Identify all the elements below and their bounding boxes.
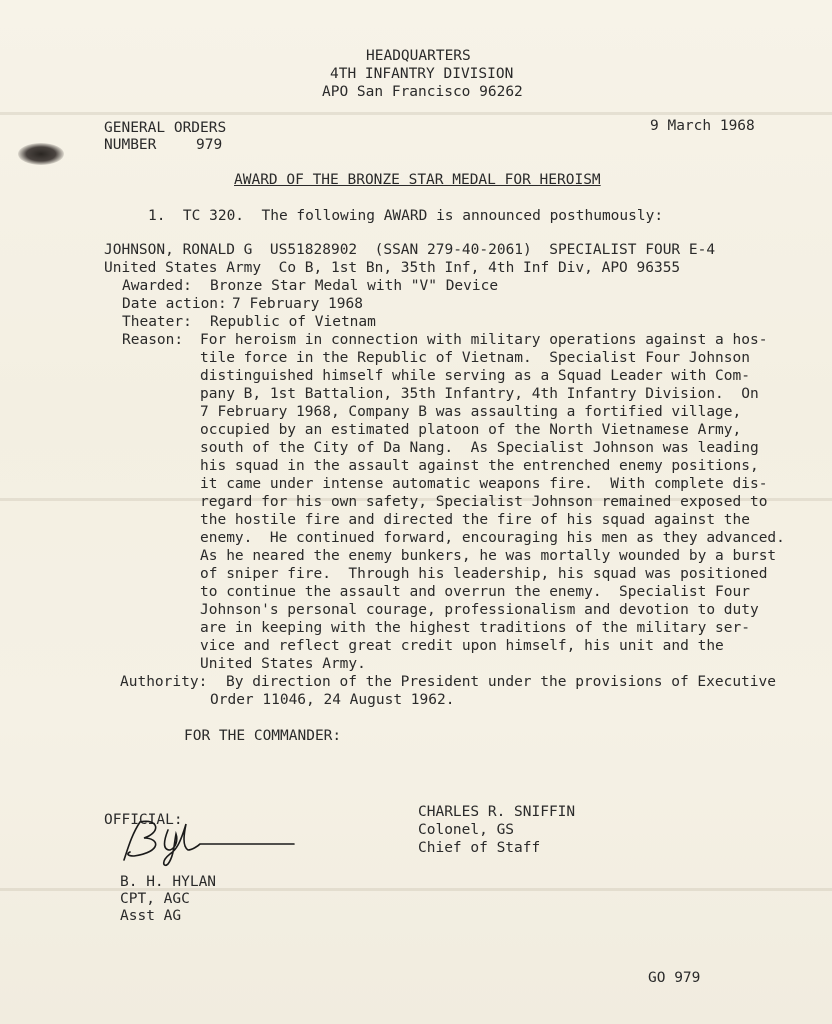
recipient-line1: JOHNSON, RONALD G US51828902 (SSAN 279-40-2061) SPECIALIST FOUR E-4 <box>104 242 716 258</box>
date-action-label: Date action: <box>122 296 227 312</box>
reason-line: south of the City of Da Nang. As Specialist Johnson was leading <box>200 440 759 456</box>
chief-title: Chief of Staff <box>418 840 541 856</box>
paper-fold <box>0 112 832 115</box>
reason-line: his squad in the assault against the entrenched enemy positions, <box>200 458 759 474</box>
header-line3: APO San Francisco 96262 <box>322 84 523 100</box>
footer-code: GO 979 <box>648 970 701 986</box>
chief-name: CHARLES R. SNIFFIN <box>418 804 576 820</box>
reason-label: Reason: <box>122 332 184 348</box>
awarded-label: Awarded: <box>122 278 192 294</box>
theater-value: Republic of Vietnam <box>210 314 376 330</box>
reason-line: regard for his own safety, Specialist Johnson remained exposed to <box>200 494 768 510</box>
commander-line: FOR THE COMMANDER: <box>184 728 342 744</box>
official-title: Asst AG <box>120 908 182 924</box>
ink-smudge <box>18 143 64 165</box>
reason-line: distinguished himself while serving as a Squad Leader with Com- <box>200 368 750 384</box>
order-date: 9 March 1968 <box>650 118 755 134</box>
signature-image <box>118 810 298 870</box>
official-label: OFFICIAL: <box>104 812 183 828</box>
reason-line: vice and reflect great credit upon himself, his unit and the <box>200 638 724 654</box>
reason-line: For heroism in connection with military operations against a hos- <box>200 332 768 348</box>
reason-line: the hostile fire and directed the fire of his squad against the <box>200 512 750 528</box>
date-action-value: 7 February 1968 <box>232 296 363 312</box>
reason-line: tile force in the Republic of Vietnam. Specialist Four Johnson <box>200 350 750 366</box>
authority-line2: Order 11046, 24 August 1962. <box>210 692 455 708</box>
authority-label: Authority: <box>120 674 208 690</box>
reason-line: United States Army. <box>200 656 366 672</box>
reason-line: enemy. He continued forward, encouraging his men as they advanced. <box>200 530 785 546</box>
award-title: AWARD OF THE BRONZE STAR MEDAL FOR HEROISM <box>234 172 601 188</box>
official-name: B. H. HYLAN <box>120 874 217 890</box>
header-line1: HEADQUARTERS <box>366 48 471 64</box>
general-orders-label: GENERAL ORDERS <box>104 120 227 136</box>
reason-line: occupied by an estimated platoon of the North Vietnamese Army, <box>200 422 742 438</box>
paragraph-1: 1. TC 320. The following AWARD is announced posthumously: <box>148 208 664 224</box>
reason-line: 7 February 1968, Company B was assaulting a fortified village, <box>200 404 742 420</box>
awarded-value: Bronze Star Medal with "V" Device <box>210 278 499 294</box>
reason-line: are in keeping with the highest traditions of the military ser- <box>200 620 750 636</box>
header-line2: 4TH INFANTRY DIVISION <box>330 66 514 82</box>
reason-line: it came under intense automatic weapons fire. With complete dis- <box>200 476 768 492</box>
official-rank: CPT, AGC <box>120 891 190 907</box>
reason-line: As he neared the enemy bunkers, he was mortally wounded by a burst <box>200 548 777 564</box>
order-number: 979 <box>196 137 223 153</box>
reason-line: to continue the assault and overrun the enemy. Specialist Four <box>200 584 750 600</box>
recipient-line2: United States Army Co B, 1st Bn, 35th Inf, 4th Inf Div, APO 96355 <box>104 260 681 276</box>
reason-line: pany B, 1st Battalion, 35th Infantry, 4th Infantry Division. On <box>200 386 759 402</box>
authority-line1: By direction of the President under the provisions of Executive <box>226 674 776 690</box>
reason-line: of sniper fire. Through his leadership, his squad was positioned <box>200 566 768 582</box>
number-label: NUMBER <box>104 137 157 153</box>
reason-line: Johnson's personal courage, professionalism and devotion to duty <box>200 602 759 618</box>
theater-label: Theater: <box>122 314 192 330</box>
chief-rank: Colonel, GS <box>418 822 515 838</box>
